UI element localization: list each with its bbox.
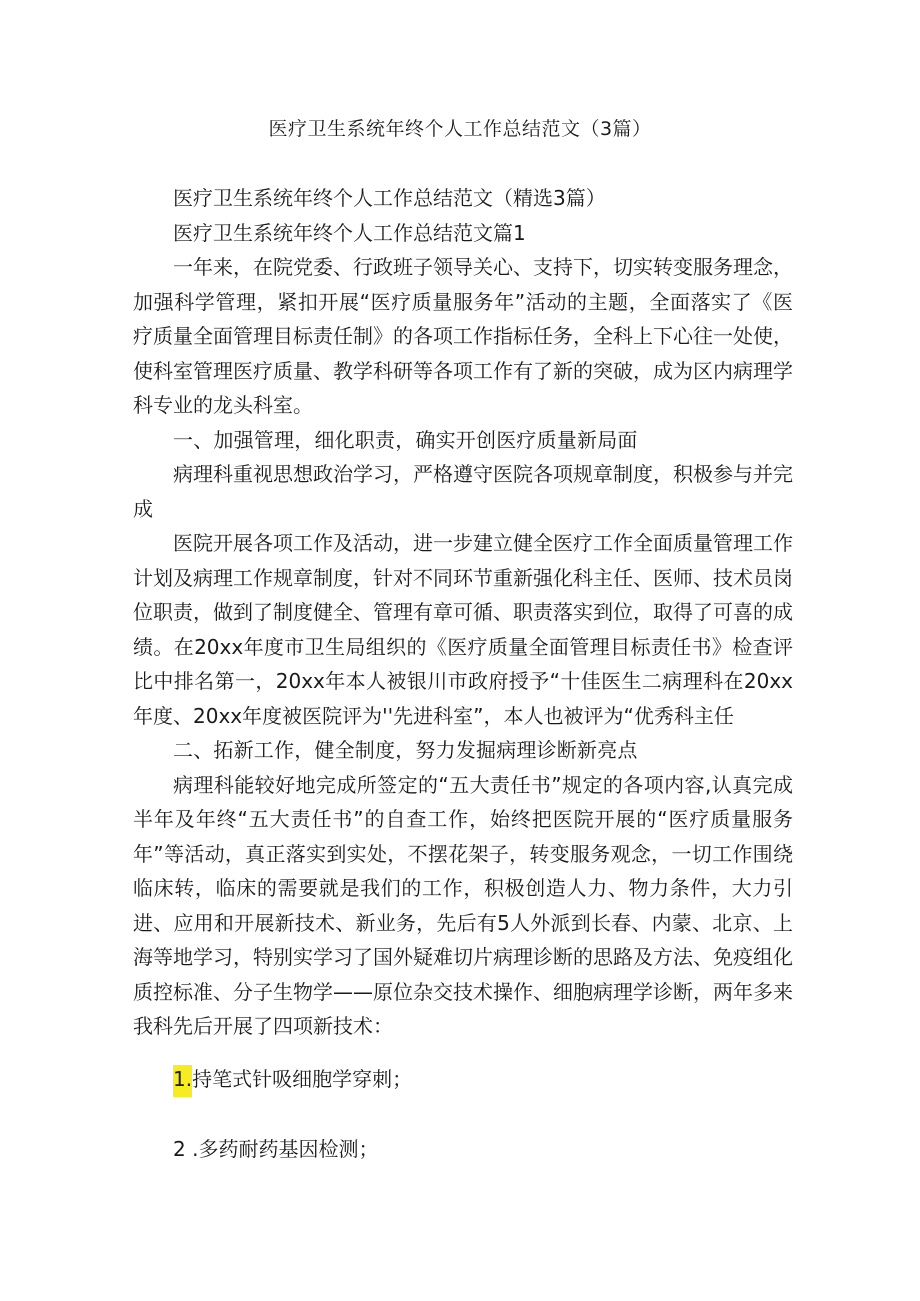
heading-management: 一、加强管理，细化职责，确实开创医疗质量新局面: [173, 427, 638, 452]
achievements-paragraph: 医院开展各项工作及活动，进一步建立健全医疗工作全面质量管理工作计划及病理工作规章制度，针对不同环节重新强化科主任、医师、技术员岗位职责，做到了制度健全、管理有章可循、职责落实到位，取得了可喜的成绩。在20xx年度市卫生局组织的《医疗质量全面管理目标责任书》检查评比中排名第一，20xx年本人被银川市政府授予“十佳医生二病理科在20xx年度、20xx年度被医院评为''先进科室”，本人也被评为“优秀科主任: [133, 531, 793, 728]
document-body: [133, 181, 793, 1167]
intro-paragraph: 一年来，在院党委、行政班子领导关心、支持下，切实转变服务理念，加强科学管理，紧扣开展“医疗质量服务年”活动的主题，全面落实了《医疗质量全面管理目标责任制》的各项工作指标任务，全科上下心往一处使，使科室管理医疗质量、教学科研等各项工作有了新的突破，成为区内病理学科专业的龙头科室。: [133, 255, 793, 417]
section-title-paragraph: 医疗卫生系统年终个人工作总结范文篇1: [173, 220, 526, 245]
heading-innovation: 二、拓新工作，健全制度，努力发掘病理诊断新亮点: [173, 738, 638, 762]
list-item: [133, 1062, 793, 1097]
list-item-text: 持笔式针吸细胞学穿刺；: [192, 1066, 413, 1091]
highlighted-number: 1.: [173, 1065, 192, 1097]
study-paragraph: 病理科重视思想政治学习，严格遵守医院各项规章制度，积极参与并完成: [133, 462, 793, 521]
list-item: 2 .多药耐药基因检测；: [173, 1137, 379, 1161]
innovation-paragraph: 病理科能较好地完成所签定的“五大责任书”规定的各项内容,认真完成半年及年终“五大责任书”的自查工作，始终把医院开展的“医疗质量服务年”等活动，真正落实到实处，不摆花架子，转变服务观念，一切工作围绕临床转，临床的需要就是我们的工作，积极创造人力、物力条件，大力引进、应用和开展新技术、新业务，先后有5人外派到长春、内蒙、北京、上海等地学习，特别实学习了国外疑难切片病理诊断的思路及方法、免疫组化质控标准、分子生物学——原位杂交技术操作、细胞病理学诊断，两年多来我科先后开展了四项新技术：: [133, 772, 793, 1038]
document-title: 医疗卫生系统年终个人工作总结范文（3篇）: [268, 118, 652, 140]
subtitle-paragraph: 医疗卫生系统年终个人工作总结范文（精选3篇）: [173, 186, 606, 210]
